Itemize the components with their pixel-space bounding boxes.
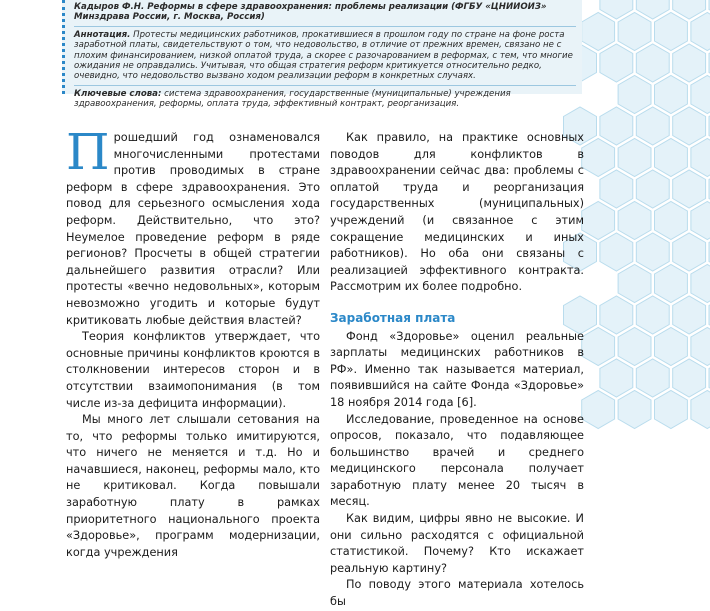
hexagon-decoration xyxy=(691,13,710,51)
paragraph-3: Мы много лет слышали сетования на то, что реформы только имитируются, что ничего не меняется и т.д. Но и начавшиеся, наконец, реформы мало, кто не критиковал. Когда повышали заработную плату в рамках приоритетного национального проекта «Здоровье», программ модернизации, когда учреждения xyxy=(66,413,320,559)
abstract-box xyxy=(62,0,582,110)
paragraph-6: Исследование, проведенное на основе опросов, показало, что подавляющее большинство врачей и среднего медицинского персонала получает заработную плату менее 20 тысяч в месяц. xyxy=(330,412,584,509)
hexagon-decoration xyxy=(655,139,688,177)
hexagon-decoration xyxy=(655,76,688,114)
hexagon-decoration xyxy=(582,328,615,366)
left-column xyxy=(66,123,320,561)
hexagon-decoration xyxy=(618,391,651,429)
paragraph-5: Фонд «Здоровье» оценил реальные зарплаты медицинских работников в РФ». Именно так называется материал, появившийся на сайте Фонда «Здоровье» 18 ноября 2014 года [6]. xyxy=(330,329,584,409)
hexagon-decoration xyxy=(618,76,651,114)
hexagon-decoration xyxy=(600,44,633,82)
abstract-divider xyxy=(74,85,576,86)
hexagon-decoration xyxy=(582,202,615,240)
hexagon-decoration xyxy=(618,13,651,51)
hexagon-decoration xyxy=(655,265,688,303)
hexagon-decoration xyxy=(673,170,706,208)
hexagon-decoration xyxy=(636,170,669,208)
hexagon-decoration xyxy=(691,139,710,177)
hexagon-decoration xyxy=(618,202,651,240)
hexagon-decoration xyxy=(655,13,688,51)
hexagon-decoration xyxy=(636,107,669,145)
hexagon-decoration xyxy=(673,359,706,397)
paragraph-4: Как правило, на практике основных поводов для конфликтов в здравоохранении сейчас два: проблемы с оплатой труда и реорганизация государственных (муниципальных) учреждений (и связанное с этим сокращение медицинских и иных работников). Но оба они связаны с реализацией эффективного контракта. Рассмотрим их более подробно. xyxy=(330,131,584,294)
hexagon-decoration xyxy=(582,139,615,177)
hexagon-decoration xyxy=(636,233,669,271)
hexagon-decoration xyxy=(618,139,651,177)
annotation: Аннотация. Протесты медицинских работников, прокатившиеся в прошлом году по стране на фоне роста заработной платы, свидетельствуют о том, что недовольство, в отличие от прежних времен, связано не с плохим финансированием, низкой оплатой труда, а скорее с разочарованием в реформах, с тем, что многие ожидания не оправдались. Учитывая, что общая стратегия реформ критикуется относительно редко, очевидно, что недовольство вызвано ходом реализации реформ в конкретных случаях. xyxy=(74,29,573,82)
hexagon-decoration xyxy=(673,296,706,334)
paragraph-2: Теория конфликтов утверждает, что основные причины конфликтов кроются в столкновении интересов сторон и в отсутствии взаимопонимания (в том числе из-за дефицита информации). xyxy=(66,330,320,410)
hexagon-decoration xyxy=(691,202,710,240)
hexagon-decoration xyxy=(655,391,688,429)
hexagon-decoration xyxy=(600,233,633,271)
hexagon-decoration xyxy=(673,44,706,82)
hexagon-decoration xyxy=(636,359,669,397)
hexagon-decoration xyxy=(600,359,633,397)
paragraph-8: По поводу этого материала хотелось бы xyxy=(330,578,584,609)
section-title: Заработная плата xyxy=(330,310,456,325)
hexagon-decoration xyxy=(655,328,688,366)
hexagon-decoration xyxy=(582,391,615,429)
hexagon-decoration xyxy=(600,296,633,334)
hexagon-decoration xyxy=(691,328,710,366)
hexagon-decoration xyxy=(673,233,706,271)
hexagon-decoration xyxy=(582,13,615,51)
hexagon-decoration xyxy=(691,391,710,429)
hexagon-decoration xyxy=(691,76,710,114)
hexagon-decoration xyxy=(691,265,710,303)
abstract-divider xyxy=(74,26,576,27)
paragraph-7: Как видим, цифры явно не высокие. И они сильно расходятся с официальной статистикой. Почему? Кто искажает реальную картину? xyxy=(330,512,584,575)
hexagon-decoration xyxy=(636,44,669,82)
hexagon-decoration xyxy=(600,170,633,208)
right-column xyxy=(330,130,584,611)
paragraph-1: Прошедший год ознаменовался многочисленными протестами против проводимых в стране реформ в сфере здравоохранения. Это повод для серьезного осмысления хода реформ. Действительно, что это? Неумелое проведение реформ в ряде регионов? Просчеты в общей стратегии дальнейшего развития отрасли? Или протесты «вечно недовольных», которым невозможно угодить и которые будут критиковать любые действия властей? xyxy=(66,123,320,327)
hexagon-decoration xyxy=(600,107,633,145)
keywords: Ключевые слова: система здравоохранения, государственные (муниципальные) учреждения здравоохранения, реформы, оплата труда, эффективный контракт, реорганизация. xyxy=(74,88,511,110)
citation: Кадыров Ф.Н. Реформы в сфере здравоохранения: проблемы реализации (ФГБУ «ЦНИИОИЗ» Минздрава России, г. Москва, Россия) xyxy=(74,2,547,23)
hexagon-decoration xyxy=(673,107,706,145)
hexagon-decoration xyxy=(655,202,688,240)
hexagon-decoration xyxy=(618,265,651,303)
dropcap: П xyxy=(66,123,110,181)
hexagon-decoration xyxy=(636,296,669,334)
hexagon-decoration xyxy=(618,328,651,366)
